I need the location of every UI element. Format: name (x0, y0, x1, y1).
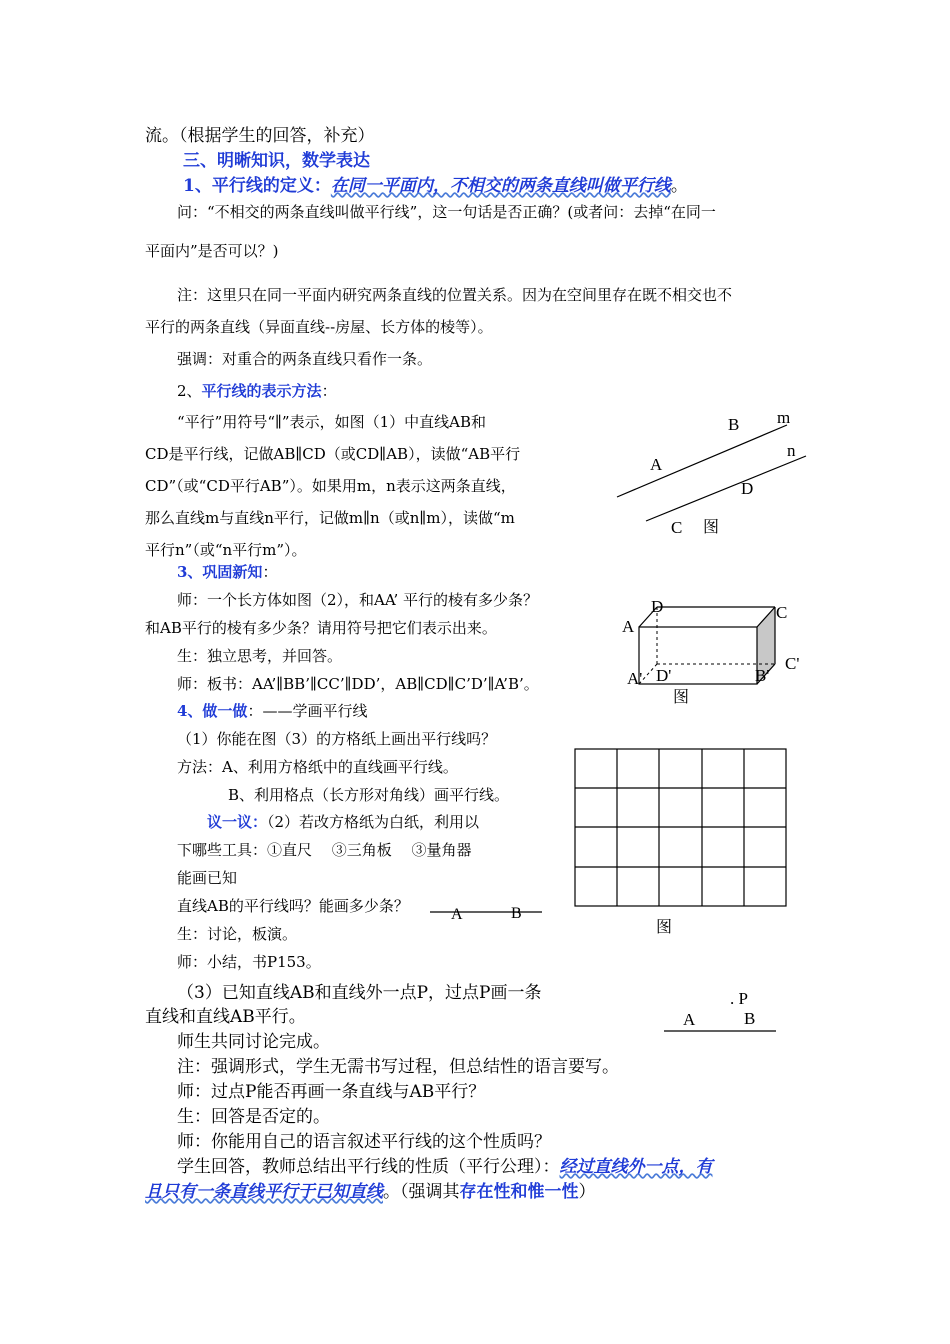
teacher-ask-again: 师：过点P能否再画一条直线与AB平行？ (177, 1082, 486, 1102)
fig2-caption: 图 (673, 689, 690, 706)
note-line-1: 注：这里只在同一平面内研究两条直线的位置关系。因为在空间里存在既不相交也不 (177, 286, 733, 304)
method-b: B、利用格点（长方形对角线）画平行线。 (228, 786, 510, 804)
notation-line-2: CD是平行线，记做AB∥CD（或CD∥AB），读做“AB平行 (145, 445, 521, 463)
section-4-rest: ：——学画平行线 (247, 702, 368, 720)
axiom-intro: 学生回答，教师总结出平行线的性质（平行公理）： (177, 1157, 560, 1177)
discuss-label: 议一议： (207, 813, 268, 831)
emphasis-line: 强调：对重合的两条直线只看作一条。 (177, 350, 433, 368)
line-n (646, 456, 806, 521)
notation-line-5: 平行n”（或“n平行m”）。 (145, 541, 307, 559)
line-intro: 流。（根据学生的回答，补充） (145, 126, 375, 146)
section-2-number: 2、 (177, 382, 202, 400)
fig2-label-B1: B' (755, 666, 770, 685)
p-label-A: A (683, 1010, 696, 1029)
student-discuss: 生：讨论，板演。 (177, 925, 298, 943)
ab-label-A: A (451, 906, 463, 923)
section-3-colon: ： (262, 563, 278, 581)
axiom-end: ） (578, 1182, 596, 1202)
fig1-label-D: D (741, 479, 754, 498)
fig1-label-m: m (777, 408, 791, 427)
section-heading-3: 三、明晰知识，数学表达 (183, 151, 370, 171)
note-line-2: 平行的两条直线（异面直线--房屋、长方体的棱等）。 (145, 318, 493, 336)
fig2-label-A1: A' (627, 669, 643, 688)
teacher-question: 师：一个长方体如图（2），和AA’ 平行的棱有多少条？ (177, 591, 539, 609)
fig1-label-A: A (650, 455, 663, 474)
figure-1-parallel-lines (617, 408, 806, 537)
fig2-label-A: A (622, 617, 635, 636)
note-form: 注：强调形式，学生无需书写过程，但总结性的语言要写。 (177, 1057, 619, 1077)
student-answer-no: 生：回答是否定的。 (177, 1107, 330, 1127)
tools-line: 下哪些工具：①直尺 ③三角板 ③量角器 (177, 841, 472, 859)
p-label-B: B (744, 1009, 756, 1028)
fig1-label-B: B (728, 415, 740, 434)
figure-line-ab (430, 905, 542, 923)
section-2-title: 平行线的表示方法 (201, 382, 322, 400)
question-line-1: 问：“不相交的两条直线叫做平行线”，这一句话是否正确？(或者问：去掉“在同一 (177, 203, 716, 221)
ab-label-B: B (511, 905, 522, 922)
axiom-text-1: 经过直线外一点，有 (559, 1157, 713, 1177)
question-line-2: 平面内”是否可以？) (145, 242, 279, 260)
fig2-label-C: C (776, 603, 788, 622)
axiom-bold: 存在性和惟一性 (459, 1182, 579, 1202)
fig1-label-C: C (671, 518, 683, 537)
how-many-line: 直线AB的平行线吗？能画多少条？ (177, 897, 409, 915)
method-a: 方法：A、利用方格纸中的直线画平行线。 (177, 758, 458, 776)
discuss-together: 师生共同讨论完成。 (177, 1032, 330, 1052)
section-3-title: 3、巩固新知 (177, 563, 263, 581)
teacher-question-2: 和AB平行的棱有多少条？请用符号把它们表示出来。 (145, 619, 497, 637)
axiom-mid: 。（强调其 (383, 1182, 460, 1202)
axiom-text-2: 且只有一条直线平行于已知直线 (145, 1182, 383, 1202)
section-4-title: 4、做一做 (177, 702, 248, 720)
definition-text: 在同一平面内，不相交的两条直线叫做平行线 (330, 176, 671, 196)
notation-line-1: “平行”用符号“∥”表示，如图（1）中直线AB和 (177, 413, 487, 431)
definition-label: 1、平行线的定义： (183, 176, 331, 196)
point-p-question-1: （3）已知直线AB和直线外一点P，过点P画一条 (177, 983, 542, 1003)
notation-line-3: CD”（或“CD平行AB”）。如果用m，n表示这两条直线， (145, 477, 516, 495)
teacher-summary: 师：小结，书P153。 (177, 953, 321, 971)
draw-question: （1）你能在图（3）的方格纸上画出平行线吗？ (177, 730, 497, 748)
figure-2-cuboid (622, 597, 799, 706)
notation-line-4: 那么直线m与直线n平行，记做m∥n（或n∥m），读做“m (145, 509, 515, 527)
can-draw-line: 能画已知 (177, 869, 238, 887)
fig2-label-C1: C' (785, 654, 800, 673)
fig2-label-D: D (651, 597, 664, 616)
point-p-question-2: 直线和直线AB平行。 (145, 1007, 306, 1027)
discuss-text: （2）若改方格纸为白纸，利用以 (267, 813, 480, 831)
teacher-ask-property: 师：你能用自己的语言叙述平行线的这个性质吗？ (177, 1132, 551, 1152)
student-think: 生：独立思考，并回答。 (177, 647, 343, 665)
figure-3-grid (575, 749, 786, 906)
fig3-caption: 图 (656, 919, 673, 936)
definition-end: 。 (670, 176, 688, 196)
fig2-label-D1: D' (656, 666, 672, 685)
fig1-caption: 图 (703, 519, 720, 536)
figure-point-p (664, 989, 776, 1031)
line-m (617, 425, 787, 497)
p-label-P: . P (730, 989, 748, 1008)
fig1-label-n: n (787, 441, 796, 460)
section-2-colon: ： (321, 382, 337, 400)
teacher-board: 师：板书：AA’∥BB’∥CC’∥DD’，AB∥CD∥C’D’∥A’B’。 (177, 675, 539, 693)
